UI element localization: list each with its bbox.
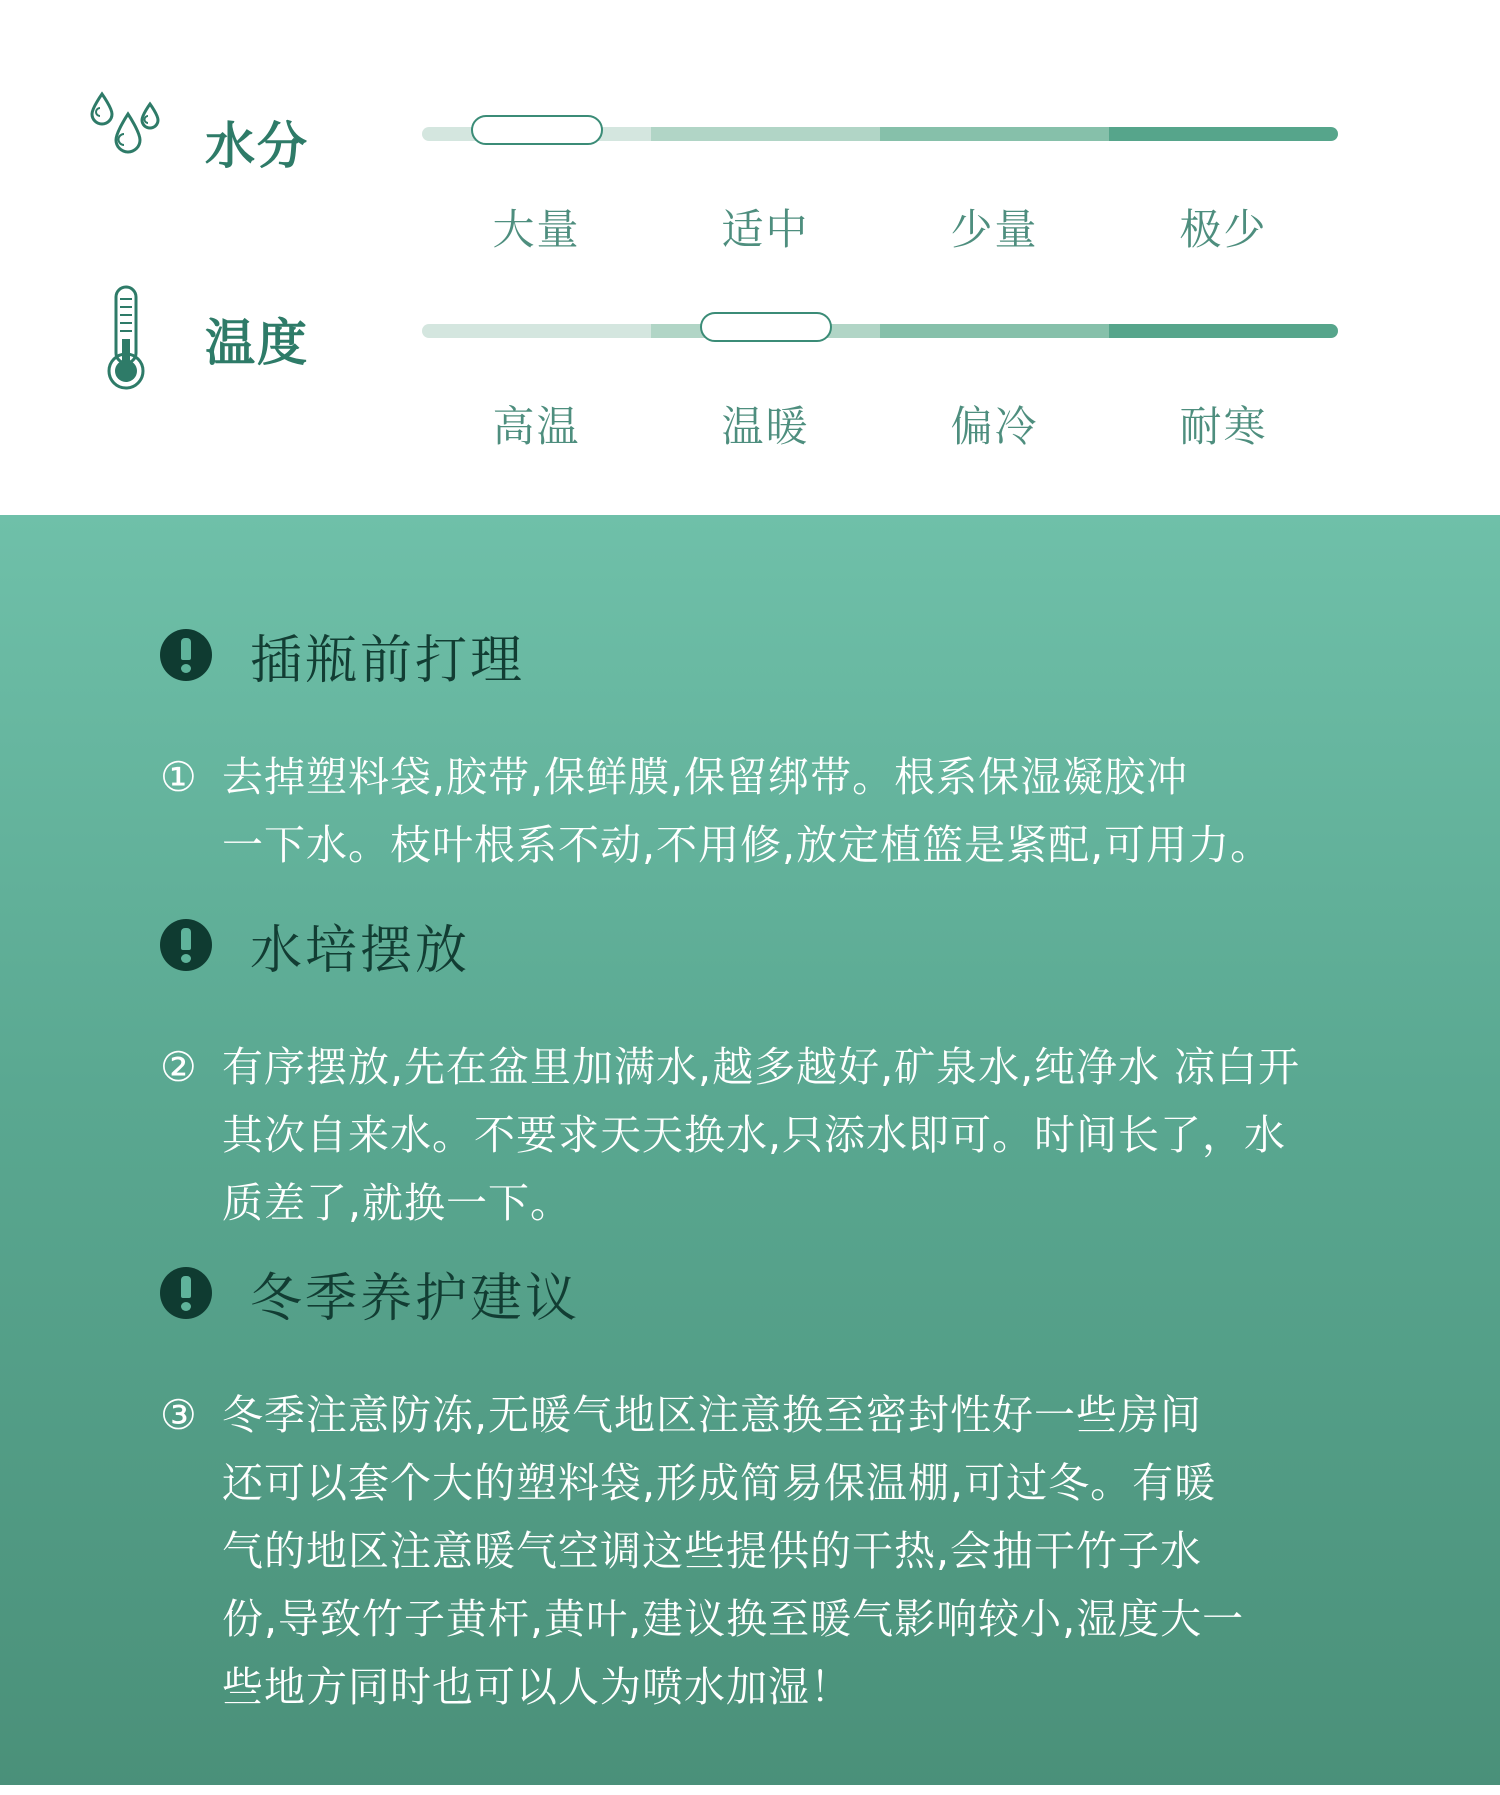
water-label: 水分 bbox=[205, 117, 309, 175]
scale-segment bbox=[880, 324, 1109, 338]
text-line: 去掉塑料袋,胶带,保鲜膜,保留绑带。根系保湿凝胶冲 bbox=[222, 753, 1189, 801]
text-line: 还可以套个大的塑料袋,形成简易保温棚,可过冬。有暖 bbox=[222, 1459, 1217, 1507]
temperature-scale-row bbox=[0, 285, 1500, 455]
water-level-label: 极少 bbox=[1179, 205, 1268, 254]
water-level-label: 适中 bbox=[721, 205, 810, 254]
temperature-scale-track bbox=[422, 324, 1338, 451]
water-scale-track bbox=[422, 127, 1338, 254]
section-header bbox=[160, 915, 471, 981]
exclamation-icon bbox=[160, 629, 212, 681]
section-body bbox=[160, 1381, 1390, 1721]
text-line: 冬季注意防冻,无暖气地区注意换至密封性好一些房间 bbox=[222, 1391, 1203, 1439]
water-level-label: 少量 bbox=[950, 205, 1039, 254]
temperature-level-label: 高温 bbox=[492, 402, 581, 451]
text-line: 有序摆放,先在盆里加满水,越多越好,矿泉水,纯净水 凉白开 bbox=[222, 1043, 1301, 1091]
scale-segment bbox=[1109, 324, 1338, 338]
temperature-level-marker bbox=[700, 312, 832, 342]
water-level-marker bbox=[471, 115, 603, 145]
temperature-level-label: 偏冷 bbox=[950, 402, 1039, 451]
exclamation-icon bbox=[160, 919, 212, 971]
water-drops-icon bbox=[86, 88, 166, 198]
section-title: 插瓶前打理 bbox=[250, 630, 526, 691]
bottom-divider bbox=[0, 1785, 1500, 1795]
temperature-level-label: 耐寒 bbox=[1179, 402, 1268, 451]
section-body bbox=[160, 743, 1390, 879]
text-line: 其次自来水。不要求天天换水,只添水即可。时间长了，水 bbox=[222, 1111, 1287, 1159]
section-header bbox=[160, 1263, 581, 1329]
care-instructions-panel bbox=[0, 515, 1500, 1795]
scale-segment bbox=[1109, 127, 1338, 141]
thermometer-icon bbox=[104, 283, 184, 393]
scale-segment bbox=[422, 324, 651, 338]
text-line: 一下水。枝叶根系不动,不用修,放定植篮是紧配,可用力。 bbox=[222, 821, 1273, 869]
section-title: 水培摆放 bbox=[250, 920, 471, 981]
section-title: 冬季养护建议 bbox=[250, 1268, 581, 1329]
text-line: 些地方同时也可以人为喷水加湿！ bbox=[222, 1663, 852, 1711]
step-number: ③ bbox=[160, 1391, 198, 1439]
exclamation-icon bbox=[160, 1267, 212, 1319]
section-body bbox=[160, 1033, 1390, 1237]
text-line: 质差了,就换一下。 bbox=[222, 1179, 573, 1227]
scale-segment bbox=[880, 127, 1109, 141]
section-header bbox=[160, 625, 526, 691]
scale-segment bbox=[651, 127, 880, 141]
text-line: 气的地区注意暖气空调这些提供的干热,会抽干竹子水 bbox=[222, 1527, 1203, 1575]
step-number: ① bbox=[160, 753, 198, 801]
temperature-level-label: 温暖 bbox=[721, 402, 810, 451]
temperature-label: 温度 bbox=[205, 314, 309, 372]
water-level-label: 大量 bbox=[492, 205, 581, 254]
step-number: ② bbox=[160, 1043, 198, 1091]
water-scale-row bbox=[0, 88, 1500, 258]
text-line: 份,导致竹子黄杆,黄叶,建议换至暖气影响较小,湿度大一 bbox=[222, 1595, 1245, 1643]
